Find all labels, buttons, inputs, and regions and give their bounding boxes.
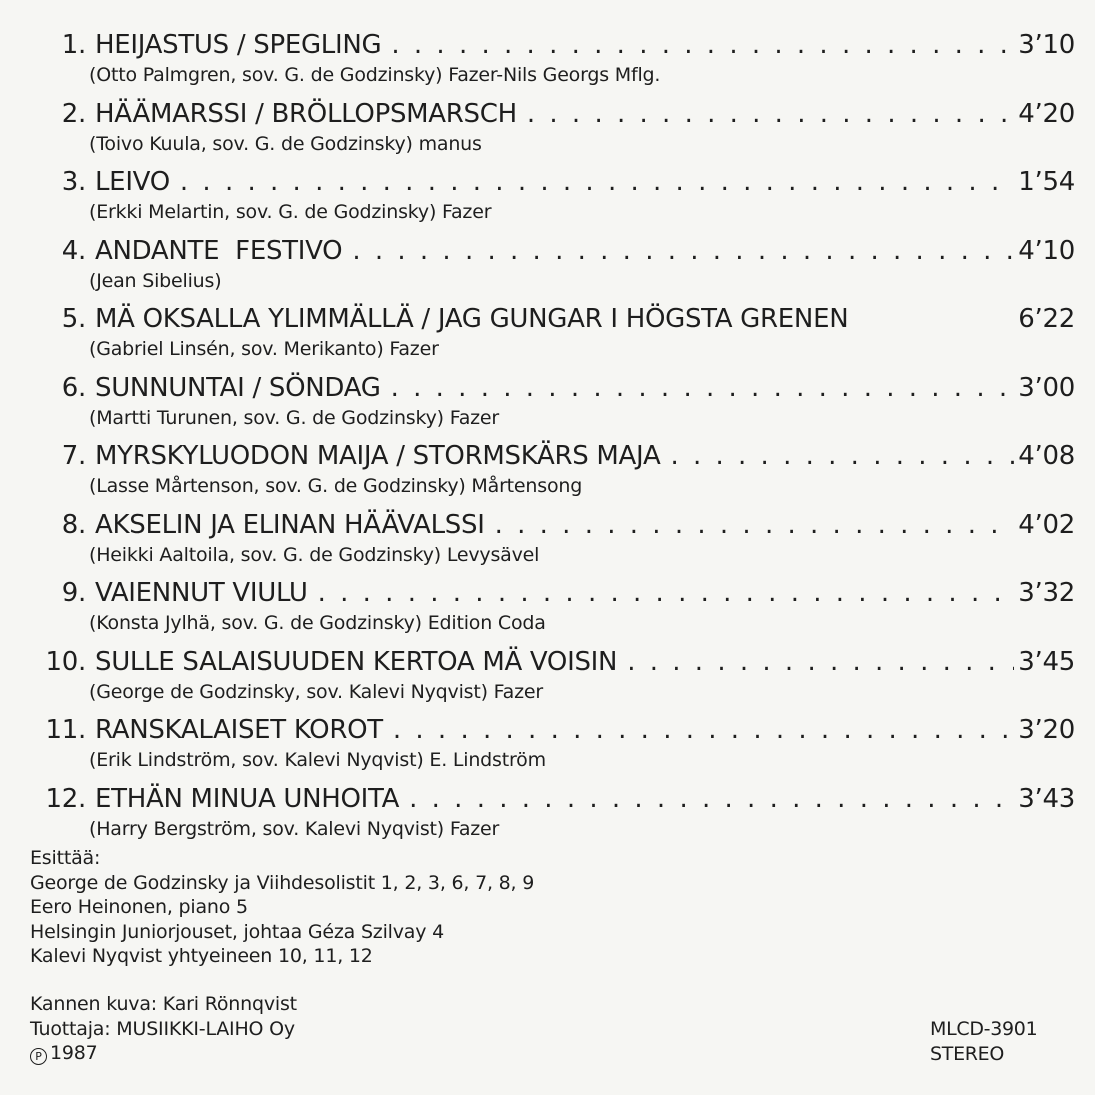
dot-leader [318,575,1015,611]
track-duration: 3’43 [1018,783,1075,814]
track-number: 3. [61,167,86,197]
track-title: MYRSKYLUODON MAIJA / STORMSKÄRS MAJA [95,441,661,471]
track-credit: (Erkki Melartin, sov. G. de Godzinsky) Fazer [89,201,492,223]
copyright-line [30,1041,297,1066]
track-credit: (Gabriel Linsén, sov. Merikanto) Fazer [89,338,439,360]
performer-line: Eero Heinonen, piano 5 [30,896,248,918]
track-9 [30,575,1075,644]
track-2 [30,96,1075,165]
catalog-info [930,1017,1037,1066]
track-3 [30,164,1075,233]
performers-block [30,846,534,969]
performer-line: Helsingin Juniorjouset, johtaa Géza Szilvay 4 [30,920,445,943]
track-credit: (Heikki Aaltoila, sov. G. de Godzinsky) Levysävel [89,543,540,566]
dot-leader [180,164,1014,200]
track-title: HEIJASTUS / SPEGLING [95,30,382,60]
track-number: 5. [61,304,86,334]
track-number: 8. [61,509,86,540]
producer-credit: Tuottaja: MUSIIKKI-LAIHO Oy [30,1017,295,1040]
tracklist [30,27,1075,849]
track-duration: 4’02 [1018,509,1075,540]
performers-heading: Esittää: [30,847,101,869]
track-title: AKSELIN JA ELINAN HÄÄVALSSI [95,509,485,540]
track-12 [30,781,1075,850]
performer-line: Kalevi Nyqvist yhtyeineen 10, 11, 12 [30,945,373,967]
track-credit: (Harry Bergström, sov. Kalevi Nyqvist) Fazer [89,817,500,840]
track-credit: (Erik Lindström, sov. Kalevi Nyqvist) E. Lindström [89,749,546,771]
track-5 [30,301,1075,370]
track-title: SULLE SALAISUUDEN KERTOA MÄ VOISIN [95,646,618,677]
track-duration: 6’22 [1018,304,1075,334]
track-credit: (Otto Palmgren, sov. G. de Godzinsky) Fazer-Nils Georgs Mflg. [89,64,661,86]
track-credit: (Konsta Jylhä, sov. G. de Godzinsky) Edition Coda [89,612,546,634]
track-title: MÄ OKSALLA YLIMMÄLLÄ / JAG GUNGAR I HÖGSTA GRENEN [95,304,849,334]
track-6 [30,370,1075,439]
dot-leader [391,370,1015,406]
track-number: 6. [61,372,86,403]
track-number: 4. [61,235,86,266]
track-number: 9. [61,578,86,608]
track-number: 7. [61,441,86,471]
copyright-year: 1987 [50,1042,98,1064]
track-1 [30,27,1075,96]
track-title: ETHÄN MINUA UNHOITA [95,783,400,814]
dot-leader [352,233,1014,269]
dot-leader [495,507,1015,543]
performer-line: George de Godzinsky ja Viihdesolistit 1, 2, 3, 6, 7, 8, 9 [30,871,535,894]
track-duration: 1’54 [1018,167,1075,197]
credits-footer [30,992,297,1066]
dot-leader [391,27,1014,63]
track-credit: (Martti Turunen, sov. G. de Godzinsky) Fazer [89,406,500,429]
audio-format: STEREO [930,1042,1005,1065]
track-number: 10. [45,646,86,677]
track-title: RANSKALAISET KOROT [95,715,383,745]
cover-credit: Kannen kuva: Kari Rönnqvist [30,993,297,1015]
phonogram-copyright-icon: P [30,1048,47,1065]
track-title: SUNNUNTAI / SÖNDAG [95,372,381,403]
track-7 [30,438,1075,507]
dot-leader [527,96,1014,132]
track-duration: 3’32 [1018,578,1075,608]
track-number: 11. [45,715,86,745]
track-title: ANDANTE FESTIVO [95,235,343,266]
track-number: 12. [45,783,86,814]
track-credit: (George de Godzinsky, sov. Kalevi Nyqvist) Fazer [89,680,543,703]
track-duration: 4’08 [1018,441,1075,471]
catalog-number: MLCD-3901 [930,1018,1038,1040]
track-credit: (Toivo Kuula, sov. G. de Godzinsky) manus [89,132,482,155]
track-title: HÄÄMARSSI / BRÖLLOPSMARSCH [95,98,517,129]
track-duration: 3’45 [1018,646,1075,677]
track-8 [30,507,1075,576]
track-duration: 3’20 [1018,715,1075,745]
track-number: 2. [61,98,86,129]
track-duration: 3’10 [1018,30,1075,60]
track-credit: (Jean Sibelius) [89,269,222,292]
track-number: 1. [61,30,86,60]
dot-leader [409,781,1014,817]
dot-leader [670,438,1014,474]
track-duration: 4’10 [1018,235,1075,266]
track-duration: 4’20 [1018,98,1075,129]
track-11 [30,712,1075,781]
track-credit: (Lasse Mårtenson, sov. G. de Godzinsky) Mårtensong [89,475,583,497]
dot-leader [627,644,1014,680]
track-duration: 3’00 [1018,372,1075,403]
track-10 [30,644,1075,713]
dot-leader [393,712,1014,748]
track-title: VAIENNUT VIULU [95,578,308,608]
track-4 [30,233,1075,302]
track-title: LEIVO [95,167,170,197]
